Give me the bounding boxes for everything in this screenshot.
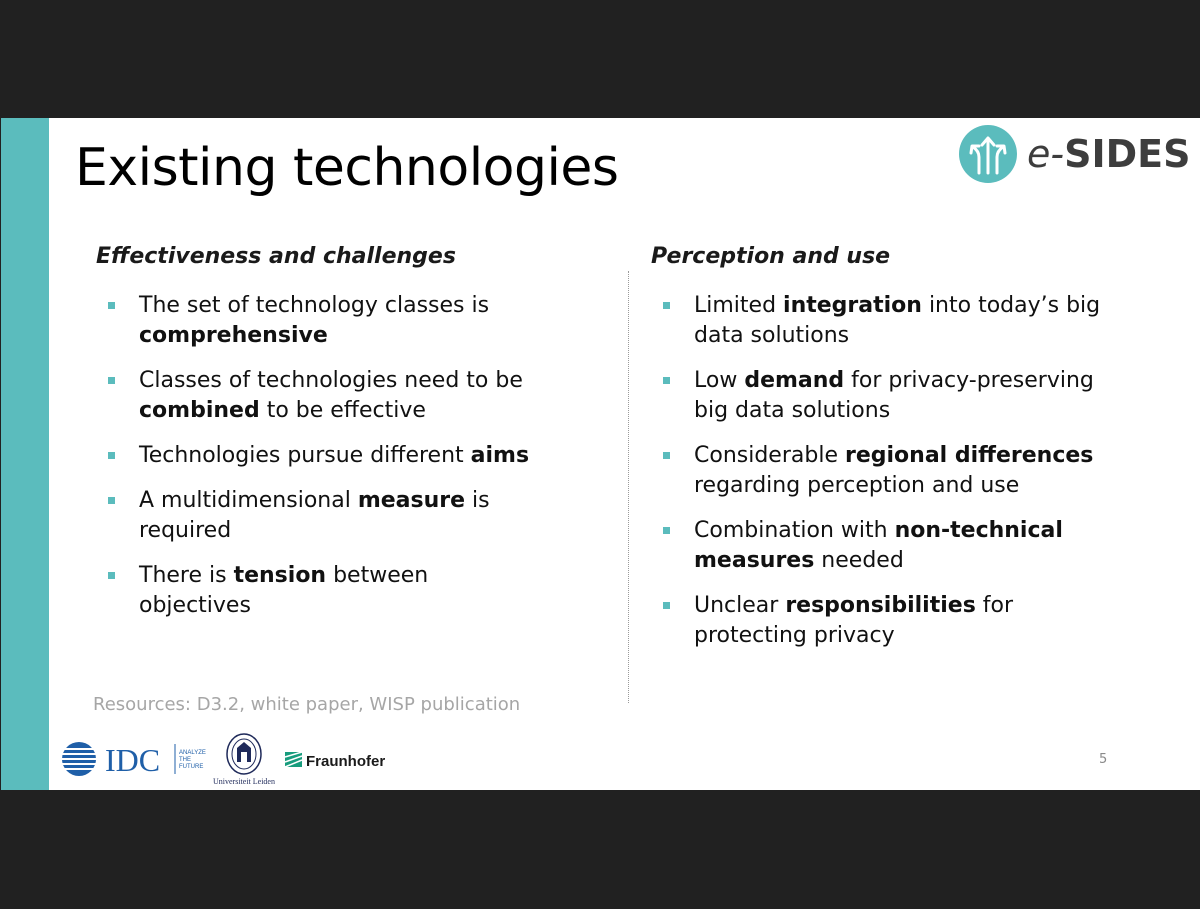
partner-logos (57, 732, 417, 788)
bullet-text: between objectives (139, 563, 429, 618)
square-bullet-icon (108, 497, 115, 504)
bullet-text: Combination with (694, 518, 895, 543)
bullet-text: into today’s big data solutions (694, 293, 1101, 348)
left-bullet-list (96, 291, 546, 621)
fraunhofer-mark-icon (285, 752, 302, 767)
bullet-text: The set of technology classes is (139, 293, 490, 318)
bullet-text: There is (139, 563, 234, 588)
e-sides-logo (959, 122, 1189, 186)
right-column-heading: Perception and use (651, 244, 891, 269)
idc-tagline-line: FUTURE (179, 764, 204, 770)
slide (1, 118, 1200, 790)
brand-prefix: e- (1027, 132, 1065, 176)
page-number: 5 (1099, 752, 1108, 767)
bullet-text: for privacy-preserving big data solutions (694, 368, 1094, 423)
square-bullet-icon (108, 572, 115, 579)
brand-name: SIDES (1064, 132, 1191, 176)
bullet-text: regarding perception and use (694, 473, 1020, 498)
square-bullet-icon (663, 302, 670, 309)
left-column-heading: Effectiveness and challenges (96, 244, 456, 269)
square-bullet-icon (108, 452, 115, 459)
left-column (96, 244, 546, 636)
bullet-text: Considerable (694, 443, 845, 468)
emphasis-text: responsibilities (785, 593, 976, 618)
left-bullet-item (96, 441, 546, 471)
right-bullet-item (651, 516, 1101, 576)
square-bullet-icon (108, 302, 115, 309)
square-bullet-icon (663, 452, 670, 459)
bullet-text: Unclear (694, 593, 786, 618)
square-bullet-icon (108, 377, 115, 384)
square-bullet-icon (663, 602, 670, 609)
slide-title: Existing technologies (75, 138, 619, 198)
brand-text (1027, 132, 1190, 176)
accent-bar (1, 118, 49, 790)
left-bullet-item (96, 291, 546, 351)
right-bullet-item (651, 366, 1101, 426)
globe-icon (60, 742, 98, 776)
arrows-icon (959, 125, 1017, 183)
right-bullet-item (651, 291, 1101, 351)
resources-note: Resources: D3.2, white paper, WISP publication (93, 694, 521, 715)
left-bullet-item (96, 366, 546, 426)
emphasis-text: combined (139, 398, 260, 423)
emphasis-text: comprehensive (139, 323, 328, 348)
fraunhofer-wordmark: Fraunhofer (306, 753, 386, 770)
bullet-text: needed (814, 548, 904, 573)
emphasis-text: regional differences (844, 443, 1094, 468)
bullet-text: for protecting privacy (694, 593, 1014, 648)
idc-wordmark: IDC (105, 742, 161, 778)
bullet-text: A multidimensional (139, 488, 358, 513)
emphasis-text: non-technical measures (694, 518, 1063, 573)
emphasis-text: integration (783, 293, 922, 318)
idc-tagline-line: ANALYZE (179, 750, 206, 756)
bullet-text: Limited (694, 293, 784, 318)
fraunhofer-logo (285, 752, 385, 770)
column-divider (628, 271, 629, 703)
left-bullet-item (96, 561, 546, 621)
right-column (651, 244, 1101, 666)
emphasis-text: demand (744, 368, 845, 393)
emphasis-text: tension (233, 563, 327, 588)
leiden-seal-icon (227, 734, 261, 774)
leiden-wordmark: Universiteit Leiden (213, 777, 275, 786)
idc-logo (60, 742, 206, 778)
bullet-text: to be effective (259, 398, 426, 423)
idc-tagline-line: THE (179, 757, 191, 763)
bullet-text: Classes of technologies need to be (139, 368, 523, 393)
left-bullet-item (96, 486, 546, 546)
right-bullet-item (651, 441, 1101, 501)
square-bullet-icon (663, 377, 670, 384)
square-bullet-icon (663, 527, 670, 534)
right-bullet-item (651, 591, 1101, 651)
bullet-text: Technologies pursue different (139, 443, 471, 468)
bullet-text: is required (139, 488, 490, 543)
leiden-logo (213, 734, 275, 786)
bullet-text: Low (694, 368, 745, 393)
emphasis-text: aims (470, 443, 530, 468)
right-bullet-list (651, 291, 1101, 651)
emphasis-text: measure (357, 488, 466, 513)
